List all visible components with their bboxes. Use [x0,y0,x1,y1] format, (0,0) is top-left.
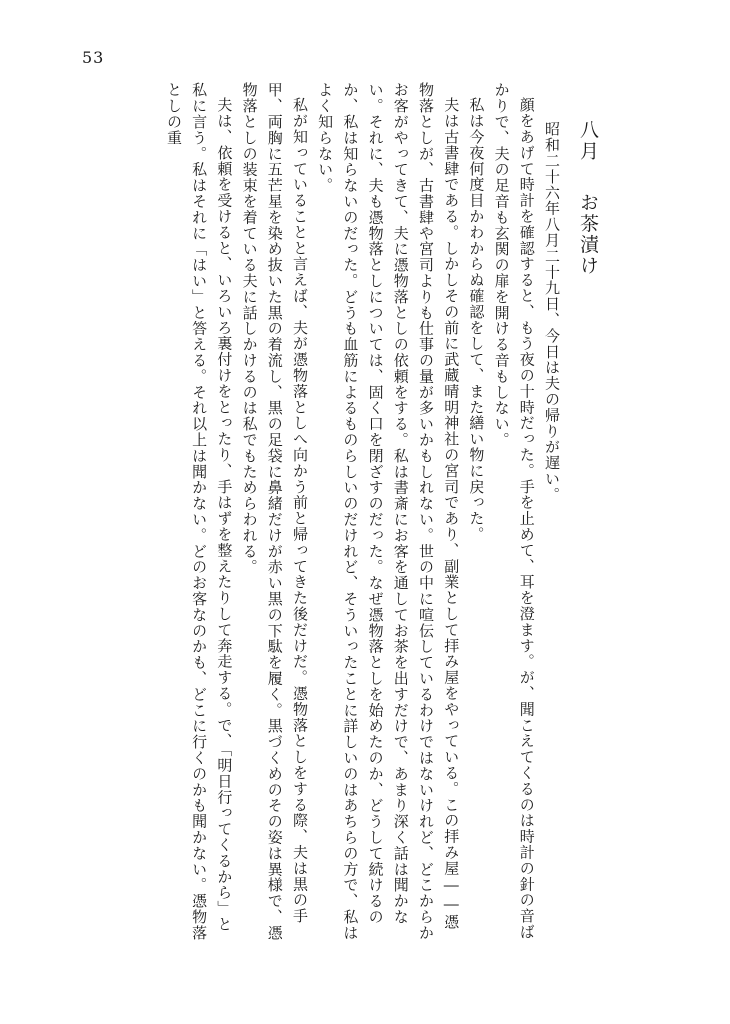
body-text [161,82,612,942]
chapter-month: 八月 [577,120,599,162]
chapter-title: お茶漬け [577,192,599,277]
page-number: 53 [82,48,105,67]
paragraph: 夫は、依頼を受けると、いろいろ裏付けをとったり、手はずを整えたりして奔走する。で、「明日行ってくるから」と私に言う。私はそれに「はい」と答える。それ以上は聞かない。どのお客なのかも、どこに行くのかも聞かない。憑物落としの重 [164,82,234,941]
paragraph: 夫は古書肆である。しかしその前に武蔵晴明神社の宮司であり、副業として拝み屋をやっている。この拝み屋――憑物落としが、古書肆や宮司よりも仕事の量が多いかもしれない。世の中に喧伝しているわけではないけれど、どこからかお客がやってきて、夫に憑物落としの依頼をする。私は書斎にお客を通してお茶を出すだけで、あまり深く話は聞かない。それに、夫も憑物落としについては、固く口を閉ざすのだった。なぜ憑物落としを始めたのか、どうして続けるのか、私は知らないのだった。どうも血筋によるものらしいのだけれど、そういったことに詳しいのはあちらの方で、私はよく知らない。 [316,82,461,941]
paragraph: 私は今夜何度目かわからぬ確認をして、また繕い物に戻った。 [467,97,486,543]
paragraph: 私が知っていることと言えば、夫が憑物落としへ向かう前と帰ってきた後だけだ。憑物落としをする際、夫は黒の手甲、両胸に五芒星を染め抜いた黒の着流し、黒の足袋に鼻緒だけが赤い黒の下駄を履く。黒づくめのその姿は異様で、憑物落としの装束を着ている夫に話しかけるのは私でもためらわれる。 [240,82,309,941]
paragraph: 顔をあげて時計を確認すると、もう夜の十時だった。手を止めて、耳を澄ます。が、聞こえてくるのは時計の針の音ばかりで、夫の足音も玄関の扉を開ける音もしない。 [492,82,536,940]
chapter-heading [564,82,612,942]
paragraph: 昭和二十六年八月二十九日、今日は夫の帰りが遅い。 [543,121,561,503]
